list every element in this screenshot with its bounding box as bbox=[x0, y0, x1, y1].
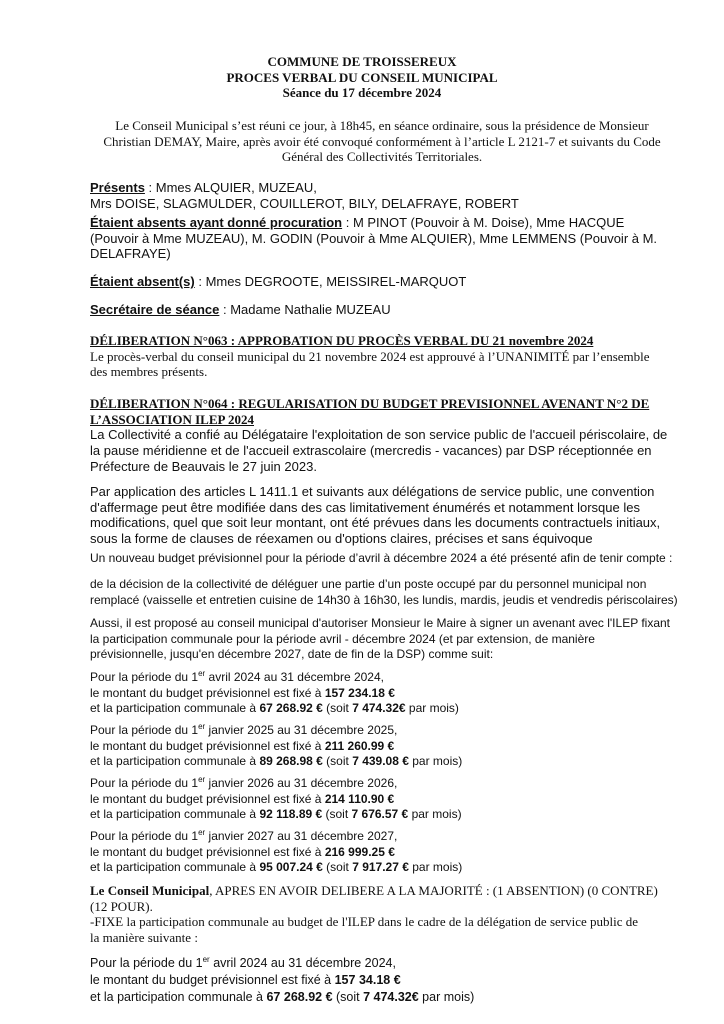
participation-text: par mois) bbox=[408, 754, 463, 768]
decision-text: (12 POUR). bbox=[90, 898, 153, 914]
procuration-label: Étaient absents ayant donné procuration bbox=[90, 215, 343, 230]
participation-text: (soit bbox=[322, 860, 353, 874]
procuration-text: (Pouvoir à Mme MUZEAU), M. GODIN (Pouvoir à Mme ALQUIER), Mme LEMMENS (Pouvoir à M. bbox=[90, 230, 658, 246]
document-header bbox=[0, 54, 724, 101]
period-text: Pour la période du 1 bbox=[90, 956, 203, 970]
secretaire-label: Secrétaire de séance bbox=[90, 302, 220, 317]
participation-amount: 67 268.92 € bbox=[259, 701, 323, 715]
paragraph-line: prévisionnelle, jusqu'en décembre 2027, date de fin de la DSP) comme suit: bbox=[90, 647, 494, 661]
participation-text: (soit bbox=[322, 807, 352, 821]
budget-amount: 214 110.90 € bbox=[324, 791, 395, 806]
paragraph-line: Préfecture de Beauvais le 27 juin 2023. bbox=[90, 459, 317, 474]
deliberation-063-text: Le procès-verbal du conseil municipal du 21 novembre 2024 est approuvé à l’UNANIMITÉ par l’ensemble bbox=[90, 348, 650, 364]
period-text: Pour la période du 1 bbox=[90, 723, 199, 737]
period-2027 bbox=[90, 829, 690, 876]
period-text: Pour la période du 1 bbox=[90, 829, 199, 843]
budget-text: le montant du budget prévisionnel est fixé à bbox=[90, 791, 325, 806]
period-text: janvier 2025 au 31 décembre 2025, bbox=[205, 723, 398, 737]
procuration-section bbox=[90, 215, 690, 262]
paragraph-line: La Collectivité a confié au Délégataire l'exploitation de son service public de l'accueil périscolaire, de bbox=[90, 427, 668, 442]
participation-text: par mois) bbox=[408, 807, 462, 821]
participation-text: (soit bbox=[322, 754, 353, 768]
presents-text: : Mmes ALQUIER, MUZEAU, bbox=[144, 180, 317, 195]
period-2025 bbox=[90, 723, 690, 770]
budget-text: le montant du budget prévisionnel est fixé à bbox=[90, 973, 335, 987]
deliberation-064-title-line: DÉLIBERATION N°064 : REGULARISATION DU BUDGET PREVISIONNEL AVENANT N°2 DE bbox=[90, 396, 650, 411]
absents-text: : Mmes DEGROOTE, MEISSIREL-MARQUOT bbox=[194, 274, 467, 289]
participation-text: et la participation communale à bbox=[90, 860, 260, 874]
secretaire-text: : Madame Nathalie MUZEAU bbox=[219, 302, 391, 317]
period-sup: er bbox=[198, 775, 206, 784]
presents-section bbox=[90, 180, 690, 211]
budget-text: le montant du budget prévisionnel est fixé à bbox=[90, 844, 325, 859]
budget-amount: 211 260.99 € bbox=[324, 738, 395, 753]
paragraph-line: la pause méridienne et de l'accueil extrascolaire (mercredis - vacances) par DSP réceptionnée en bbox=[90, 443, 652, 458]
participation-text: et la participation communale à bbox=[90, 990, 267, 1004]
period-sup: er bbox=[198, 669, 206, 678]
paragraph-line: sous la forme de clauses de réexamen ou d'options claires, précises et sans équivoque bbox=[90, 530, 593, 546]
delib-064-paragraph-5 bbox=[90, 616, 710, 663]
paragraph-line: Par application des articles L 1411.1 et suivants aux délégations de service public, une convention bbox=[90, 484, 655, 499]
period-2026 bbox=[90, 776, 690, 823]
intro-line: Le Conseil Municipal s’est réuni ce jour, à 18h45, en séance ordinaire, sous la présidence de Monsieur bbox=[115, 118, 649, 133]
participation-amount: 95 007.24 € bbox=[259, 860, 323, 874]
monthly-amount: 7 474.32€ bbox=[363, 990, 419, 1004]
participation-text: par mois) bbox=[405, 701, 459, 715]
participation-amount: 92 118.89 € bbox=[259, 807, 323, 821]
paragraph-line: de la décision de la collectivité de déléguer une partie d’un poste occupé par du personnel municipal non bbox=[90, 577, 647, 591]
delib-064-paragraph-4 bbox=[90, 577, 710, 608]
paragraph-line: remplacé (vaisselle et entretien cuisine de 14h30 à 16h30, les lundis, mardis, jeudis et vendredis périscolaires) bbox=[90, 592, 678, 607]
council-decision bbox=[90, 883, 710, 945]
period-text: avril 2024 au 31 décembre 2024, bbox=[209, 956, 396, 970]
period-text: Pour la période du 1 bbox=[90, 670, 199, 684]
paragraph-line: la participation communale pour la période avril - décembre 2024 (et par extension, de manière bbox=[90, 631, 595, 646]
participation-text: et la participation communale à bbox=[90, 754, 260, 768]
period-sup: er bbox=[198, 722, 206, 731]
budget-text: le montant du budget prévisionnel est fixé à bbox=[90, 685, 325, 700]
participation-text: par mois) bbox=[408, 860, 463, 874]
participation-text: et la participation communale à bbox=[90, 807, 260, 821]
period-sup: er bbox=[202, 955, 210, 964]
deliberation-064-title-line: L’ASSOCIATION ILEP 2024 bbox=[90, 411, 254, 427]
deliberation-063 bbox=[90, 333, 690, 380]
monthly-amount: 7 676.57 € bbox=[351, 807, 409, 821]
delib-064-paragraph-3 bbox=[90, 551, 710, 567]
delib-064-paragraph-2 bbox=[90, 484, 690, 546]
presents-label: Présents bbox=[90, 180, 145, 195]
paragraph-line: Un nouveau budget prévisionnel pour la période d’avril à décembre 2024 a été présenté afin de tenir compte : bbox=[90, 551, 673, 565]
absents-label: Étaient absent(s) bbox=[90, 274, 195, 289]
procuration-text: DELAFRAYE) bbox=[90, 246, 171, 261]
participation-amount: 89 268.98 € bbox=[259, 754, 323, 768]
presents-text: Mrs DOISE, SLAGMULDER, COUILLEROT, BILY, DELAFRAYE, ROBERT bbox=[90, 195, 519, 211]
budget-amount: 157 34.18 € bbox=[334, 973, 401, 987]
final-period-2024 bbox=[90, 955, 690, 1006]
decision-subject: Le Conseil Municipal bbox=[90, 883, 210, 898]
budget-amount: 216 999.25 € bbox=[324, 844, 395, 859]
session-date: Séance du 17 décembre 2024 bbox=[282, 85, 442, 100]
period-sup: er bbox=[198, 828, 206, 837]
procuration-text: : M PINOT (Pouvoir à M. Doise), Mme HACQUE bbox=[342, 215, 625, 230]
decision-text: la manière suivante : bbox=[90, 929, 198, 945]
document-title: PROCES VERBAL DU CONSEIL MUNICIPAL bbox=[226, 69, 498, 85]
participation-text: par mois) bbox=[418, 990, 475, 1004]
period-2024 bbox=[90, 670, 690, 717]
deliberation-063-text: des membres présents. bbox=[90, 364, 208, 379]
period-text: Pour la période du 1 bbox=[90, 776, 199, 790]
period-text: janvier 2026 au 31 décembre 2026, bbox=[205, 776, 398, 790]
deliberation-064-title bbox=[90, 396, 690, 427]
period-text: avril 2024 au 31 décembre 2024, bbox=[205, 670, 384, 684]
intro-line: Christian DEMAY, Maire, après avoir été convoqué conformément à l’article L 2121-7 et suivants du Code bbox=[103, 133, 661, 149]
decision-text: -FIXE la participation communale au budget de l'ILEP dans le cadre de la délégation de service public de bbox=[90, 914, 639, 929]
commune-name: COMMUNE DE TROISSEREUX bbox=[267, 54, 457, 69]
absents-section bbox=[90, 274, 690, 290]
participation-text: et la participation communale à bbox=[90, 701, 260, 715]
participation-amount: 67 268.92 € bbox=[266, 990, 333, 1004]
paragraph-line: d'affermage peut être modifiée dans des cas limitativement énumérés et notamment lorsque les bbox=[90, 499, 640, 515]
participation-text: (soit bbox=[332, 990, 364, 1004]
paragraph-line: Aussi, il est proposé au conseil municipal d'autoriser Monsieur le Maire à signer un avenant avec l'ILEP fixant bbox=[90, 616, 670, 630]
intro-line: Général des Collectivités Territoriales. bbox=[281, 149, 483, 164]
secretaire-section bbox=[90, 302, 690, 318]
period-text: janvier 2027 au 31 décembre 2027, bbox=[205, 829, 398, 843]
delib-064-paragraph-1 bbox=[90, 427, 690, 475]
decision-text: , APRES EN AVOIR DELIBERE A LA MAJORITÉ : (1 ABSENTION) (0 CONTRE) bbox=[209, 883, 658, 898]
monthly-amount: 7 474.32€ bbox=[352, 701, 406, 715]
budget-amount: 157 234.18 € bbox=[324, 685, 395, 700]
budget-text: le montant du budget prévisionnel est fixé à bbox=[90, 738, 325, 753]
participation-text: (soit bbox=[322, 701, 353, 715]
intro-paragraph bbox=[80, 118, 684, 165]
paragraph-line: modifications, quel que soit leur montant, ont été prévues dans les documents contractuels initiaux, bbox=[90, 515, 661, 530]
monthly-amount: 7 439.08 € bbox=[352, 754, 409, 768]
deliberation-063-title: DÉLIBERATION N°063 : APPROBATION DU PROCÈS VERBAL DU 21 novembre 2024 bbox=[90, 333, 594, 348]
monthly-amount: 7 917.27 € bbox=[352, 860, 409, 874]
